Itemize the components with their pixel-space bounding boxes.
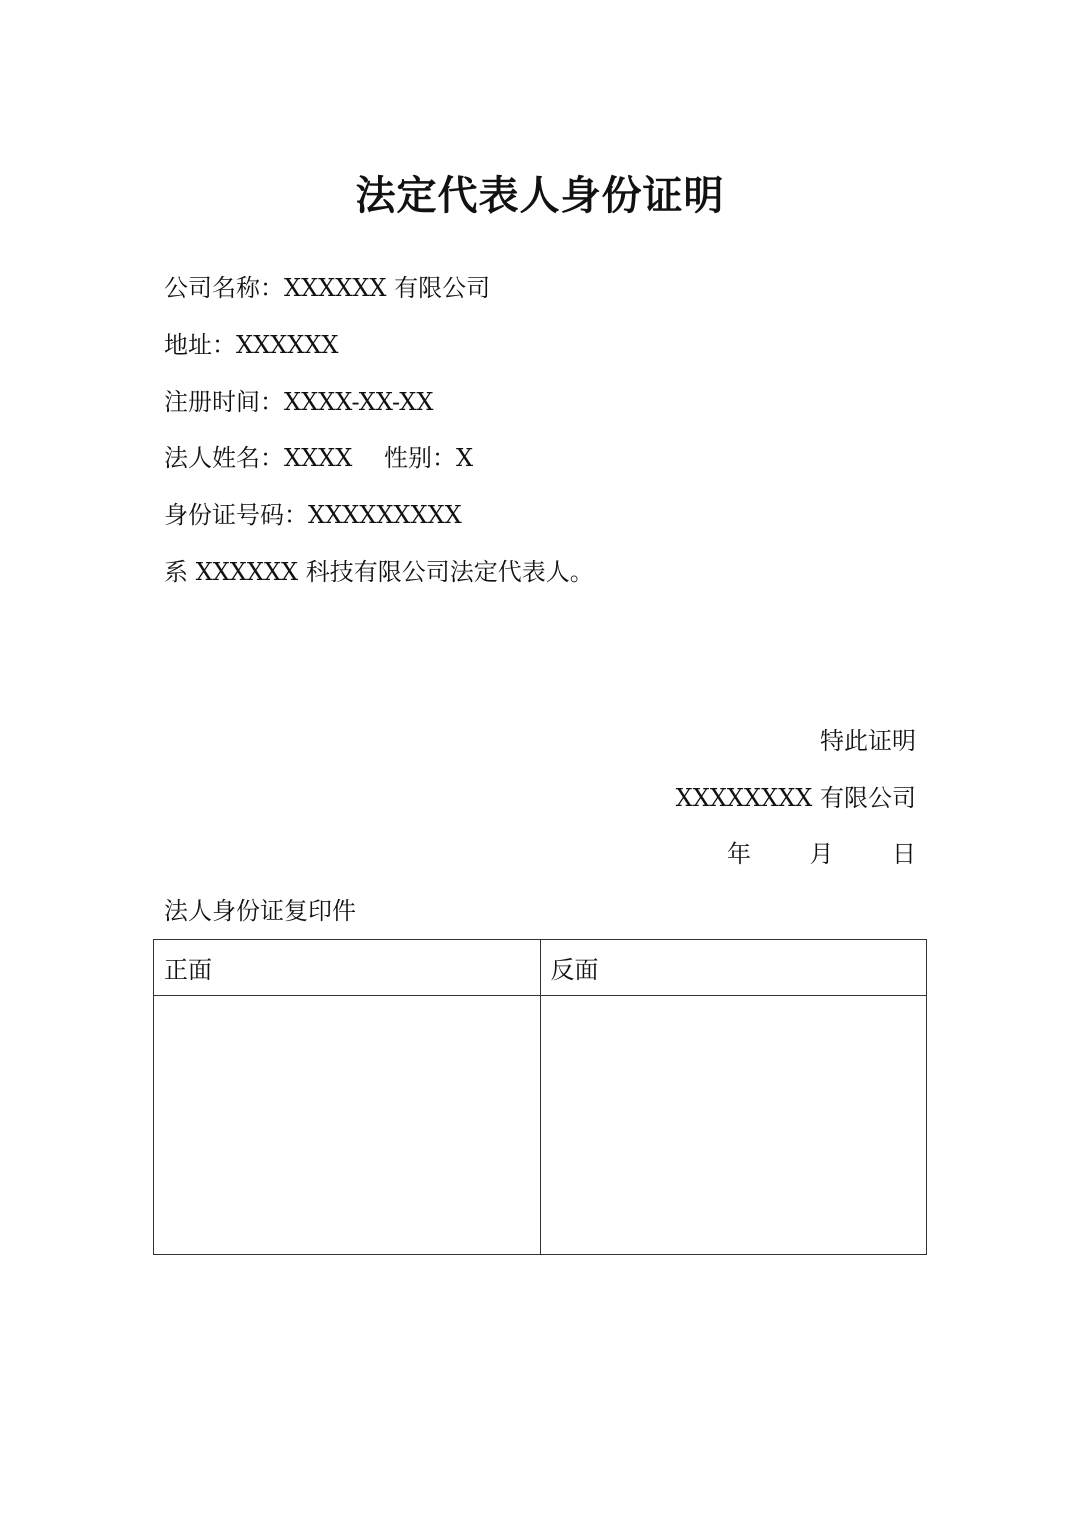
certify-text: 特此证明 <box>820 727 916 755</box>
date-year-label: 年 <box>727 840 751 868</box>
date-month-label: 月 <box>809 840 834 868</box>
front-side-area <box>154 996 541 1255</box>
legal-person-line: 法人姓名：XXXX 性别：X <box>164 444 474 472</box>
address-line: 地址：XXXXXX <box>164 331 339 359</box>
id-copy-label: 法人身份证复印件 <box>164 897 356 925</box>
table-body-row <box>154 996 927 1255</box>
signing-company: XXXXXXXX 有限公司 <box>675 784 916 812</box>
date-day-label: 日 <box>892 840 916 868</box>
table-header-row <box>154 940 927 996</box>
document-title: 法定代表人身份证明 <box>355 172 725 219</box>
statement-line: 系 XXXXXX 科技有限公司法定代表人。 <box>164 558 594 586</box>
id-copy-table <box>153 939 927 1255</box>
back-side-area <box>540 996 927 1255</box>
back-side-header: 反面 <box>540 940 927 996</box>
company-name-line: 公司名称：XXXXXX 有限公司 <box>164 274 491 302</box>
date-line <box>700 837 916 871</box>
id-number-line: 身份证号码：XXXXXXXXX <box>164 501 462 529</box>
registration-date-line: 注册时间：XXXX-XX-XX <box>164 388 434 416</box>
front-side-header: 正面 <box>154 940 541 996</box>
